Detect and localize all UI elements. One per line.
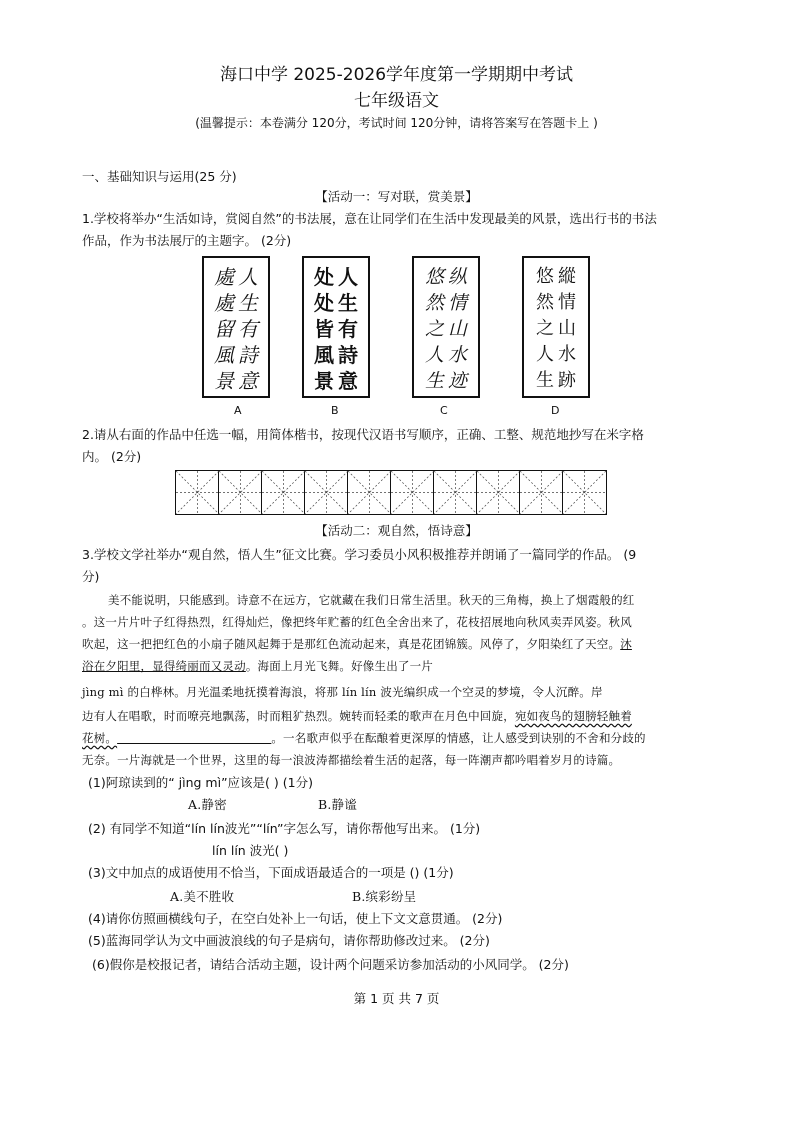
- sub-question-5: (5)蓝海同学认为文中画波浪线的句子是病句，请你帮助修改过来。 (2分): [88, 933, 490, 948]
- card-c-left-column: [425, 264, 444, 396]
- calligraphy-char: 纵: [448, 266, 468, 288]
- sub-question-1-option-a[interactable]: A.静密: [188, 797, 227, 812]
- calligraphy-char: 水: [448, 344, 468, 366]
- card-c-label: C: [440, 404, 448, 417]
- calligraphy-card-d: [522, 256, 590, 398]
- passage-line-6: [82, 708, 632, 724]
- passage-line-1: 美不能说明，只能感到。诗意不在远方，它就藏在我们日常生活里。秋天的三角梅，换上了烟霞般的红: [108, 593, 635, 607]
- calligraphy-char: 情: [558, 292, 576, 313]
- calligraphy-char: 然: [424, 292, 444, 314]
- calligraphy-char: 人: [424, 344, 444, 366]
- card-a-right-column: [238, 264, 258, 396]
- calligraphy-char: 之: [424, 318, 444, 340]
- calligraphy-char: 景: [214, 369, 234, 393]
- sub-question-1-option-b[interactable]: B.静谧: [318, 797, 357, 812]
- calligraphy-char: 悠: [424, 266, 444, 288]
- calligraphy-char: 生: [238, 291, 258, 315]
- calligraphy-char: 詩: [338, 343, 358, 367]
- question-1-line-1: 1.学校将举办“生活如诗，赏阅自然”的书法展，意在让同学们在生活中发现最美的风景，选出行书的书法: [82, 211, 657, 226]
- calligraphy-char: 处: [314, 291, 334, 315]
- passage-line-3-text: 吹起，这一把把红色的小扇子随风起舞于是那红色流动起来，真是花团锦簇。风停了，夕阳染红了天空。: [82, 637, 621, 651]
- question-3-line-1: 3.学校文学社举办“观自然，悟人生”征文比赛。学习委员小风积极推荐并朗诵了一篇同学的作品。 (9: [82, 547, 637, 562]
- calligraphy-char: 之: [536, 318, 554, 339]
- calligraphy-card-b: [302, 256, 370, 398]
- card-d-label: D: [551, 404, 560, 417]
- calligraphy-char: 悠: [536, 266, 554, 287]
- mizi-cell[interactable]: [563, 471, 606, 514]
- calligraphy-char: 處: [214, 291, 234, 315]
- calligraphy-char: 景: [314, 369, 334, 393]
- calligraphy-char: 迹: [448, 370, 468, 392]
- mizi-cell[interactable]: [348, 471, 391, 514]
- sub-question-6: (6)假你是校报记者，请结合活动主题，设计两个问题采访参加活动的小风同学。 (2分): [92, 957, 569, 972]
- calligraphy-char: 處: [214, 265, 234, 289]
- card-b-left-column: [314, 264, 334, 396]
- passage-line-7-text: 。一名歌声似乎在酝酿着更深厚的情感，让人感受到诀别的不舍和分歧的: [271, 731, 646, 745]
- passage-line-8: 无奈。一片海就是一个世界，这里的每一浪波涛都描绘着生活的起落，每一阵潮声都吟唱着岁月的诗篇。: [82, 753, 621, 767]
- calligraphy-char: 詩: [238, 343, 258, 367]
- passage-line-3: [82, 636, 632, 652]
- sub-question-4: (4)请你仿照画横线句子，在空白处补上一句话，使上下文文意贯通。 (2分): [88, 911, 503, 926]
- mizi-cell[interactable]: [434, 471, 477, 514]
- passage-line-5: jìng mì 的白桦林。月光温柔地抚摸着海浪，将那 lín lín 波光编织成一个空灵的梦境，令人沉醉。岸: [82, 685, 603, 699]
- passage-underlined-sentence: 浴在夕阳里，显得绮丽而又灵动: [82, 659, 246, 673]
- calligraphy-char: 人: [536, 344, 554, 365]
- sub-question-3-option-a[interactable]: A.美不胜收: [170, 889, 235, 904]
- mizi-cell[interactable]: [219, 471, 262, 514]
- sub-question-1: (1)阿琼读到的“ jìng mì”应该是( ) (1分): [88, 775, 313, 790]
- calligraphy-char: 有: [238, 317, 258, 341]
- calligraphy-char: 山: [448, 318, 468, 340]
- calligraphy-char: 生: [424, 370, 444, 392]
- card-b-label: B: [331, 404, 339, 417]
- calligraphy-card-c: [412, 256, 480, 398]
- calligraphy-char: 情: [448, 292, 468, 314]
- card-d-right-column: [558, 264, 576, 396]
- question-1-line-2: 作品，作为书法展厅的主题字。 (2分): [82, 233, 292, 248]
- calligraphy-char: 水: [558, 344, 576, 365]
- card-b-right-column: [338, 264, 358, 396]
- section-heading: 一、基础知识与运用(25 分): [82, 169, 237, 184]
- sub-question-3-option-b[interactable]: B.缤彩纷呈: [352, 889, 417, 904]
- calligraphy-char: 山: [558, 318, 576, 339]
- calligraphy-char: 跡: [558, 370, 576, 391]
- calligraphy-char: 縱: [558, 266, 576, 287]
- calligraphy-char: 然: [536, 292, 554, 313]
- calligraphy-char: 处: [314, 265, 334, 289]
- sub-question-2-answer[interactable]: lín lín 波光( ): [212, 843, 289, 858]
- calligraphy-card-a: [202, 256, 270, 398]
- card-d-left-column: [536, 264, 554, 396]
- passage-line-6-text: 边有人在唱歌，时而嘹亮地飘荡，时而粗犷热烈。婉转而轻柔的歌声在月色中回旋，: [82, 709, 515, 723]
- calligraphy-char: 風: [314, 343, 334, 367]
- passage-line-4-text: 。海面上月光飞舞。好像生出了一片: [245, 659, 434, 673]
- mizi-cell[interactable]: [176, 471, 219, 514]
- passage-wavy-sentence-end: 花树。: [82, 731, 118, 745]
- calligraphy-char: 風: [214, 343, 234, 367]
- calligraphy-char: 生: [338, 291, 358, 315]
- question-2-line-1: 2.请从右面的作品中任选一幅，用简体楷书，按现代汉语书写顺序，正确、工整、规范地抄写在米字格: [82, 427, 644, 442]
- activity-2-title: 【活动二：观自然，悟诗意】: [315, 523, 478, 538]
- passage-underline-start: 沐: [620, 637, 632, 651]
- calligraphy-char: 人: [238, 265, 258, 289]
- mizi-cell[interactable]: [305, 471, 348, 514]
- exam-subject: 七年级语文: [354, 91, 439, 111]
- card-c-right-column: [448, 264, 467, 396]
- card-a-left-column: [214, 264, 234, 396]
- mizi-cell[interactable]: [477, 471, 520, 514]
- calligraphy-char: 人: [338, 265, 358, 289]
- passage-line-7: [82, 730, 646, 746]
- sub-question-2: (2) 有同学不知道“lín lín波光”“lín”字怎么写，请你帮他写出来。 (1分): [88, 821, 481, 836]
- activity-1-title: 【活动一：写对联，赏美景】: [315, 189, 478, 204]
- exam-title: 海口中学 2025-2026学年度第一学期期中考试: [219, 65, 574, 85]
- card-a-label: A: [234, 404, 242, 417]
- page-footer: 第 1 页 共 7 页: [353, 991, 440, 1006]
- sub-question-3: (3)文中加点的成语使用不恰当，下面成语最适合的一项是 () (1分): [88, 865, 454, 880]
- calligraphy-char: 生: [536, 370, 554, 391]
- mizi-cell[interactable]: [520, 471, 563, 514]
- passage-line-4: [82, 658, 433, 674]
- exam-tip: (温馨提示：本卷满分 120分，考试时间 120分钟，请将答案写在答题卡上 ): [195, 116, 598, 130]
- calligraphy-char: 皆: [314, 317, 334, 341]
- calligraphy-char: 留: [214, 317, 234, 341]
- question-2-line-2: 内。 (2分): [82, 449, 142, 464]
- passage-wavy-sentence: 宛如夜鸟的翅膀轻触着: [514, 709, 632, 723]
- calligraphy-char: 意: [338, 369, 358, 393]
- passage-line-2: 。这一片片叶子红得热烈，红得灿烂，像把终年贮蓄的红色全舍出来了，花枝招展地向秋风卖弄风姿。秋风: [82, 615, 632, 629]
- passage-fill-blank[interactable]: [117, 731, 271, 745]
- mizi-cell[interactable]: [391, 471, 434, 514]
- question-3-line-2: 分): [82, 569, 100, 584]
- calligraphy-char: 意: [238, 369, 258, 393]
- mizi-writing-grid[interactable]: [175, 470, 607, 515]
- calligraphy-char: 有: [338, 317, 358, 341]
- mizi-cell[interactable]: [262, 471, 305, 514]
